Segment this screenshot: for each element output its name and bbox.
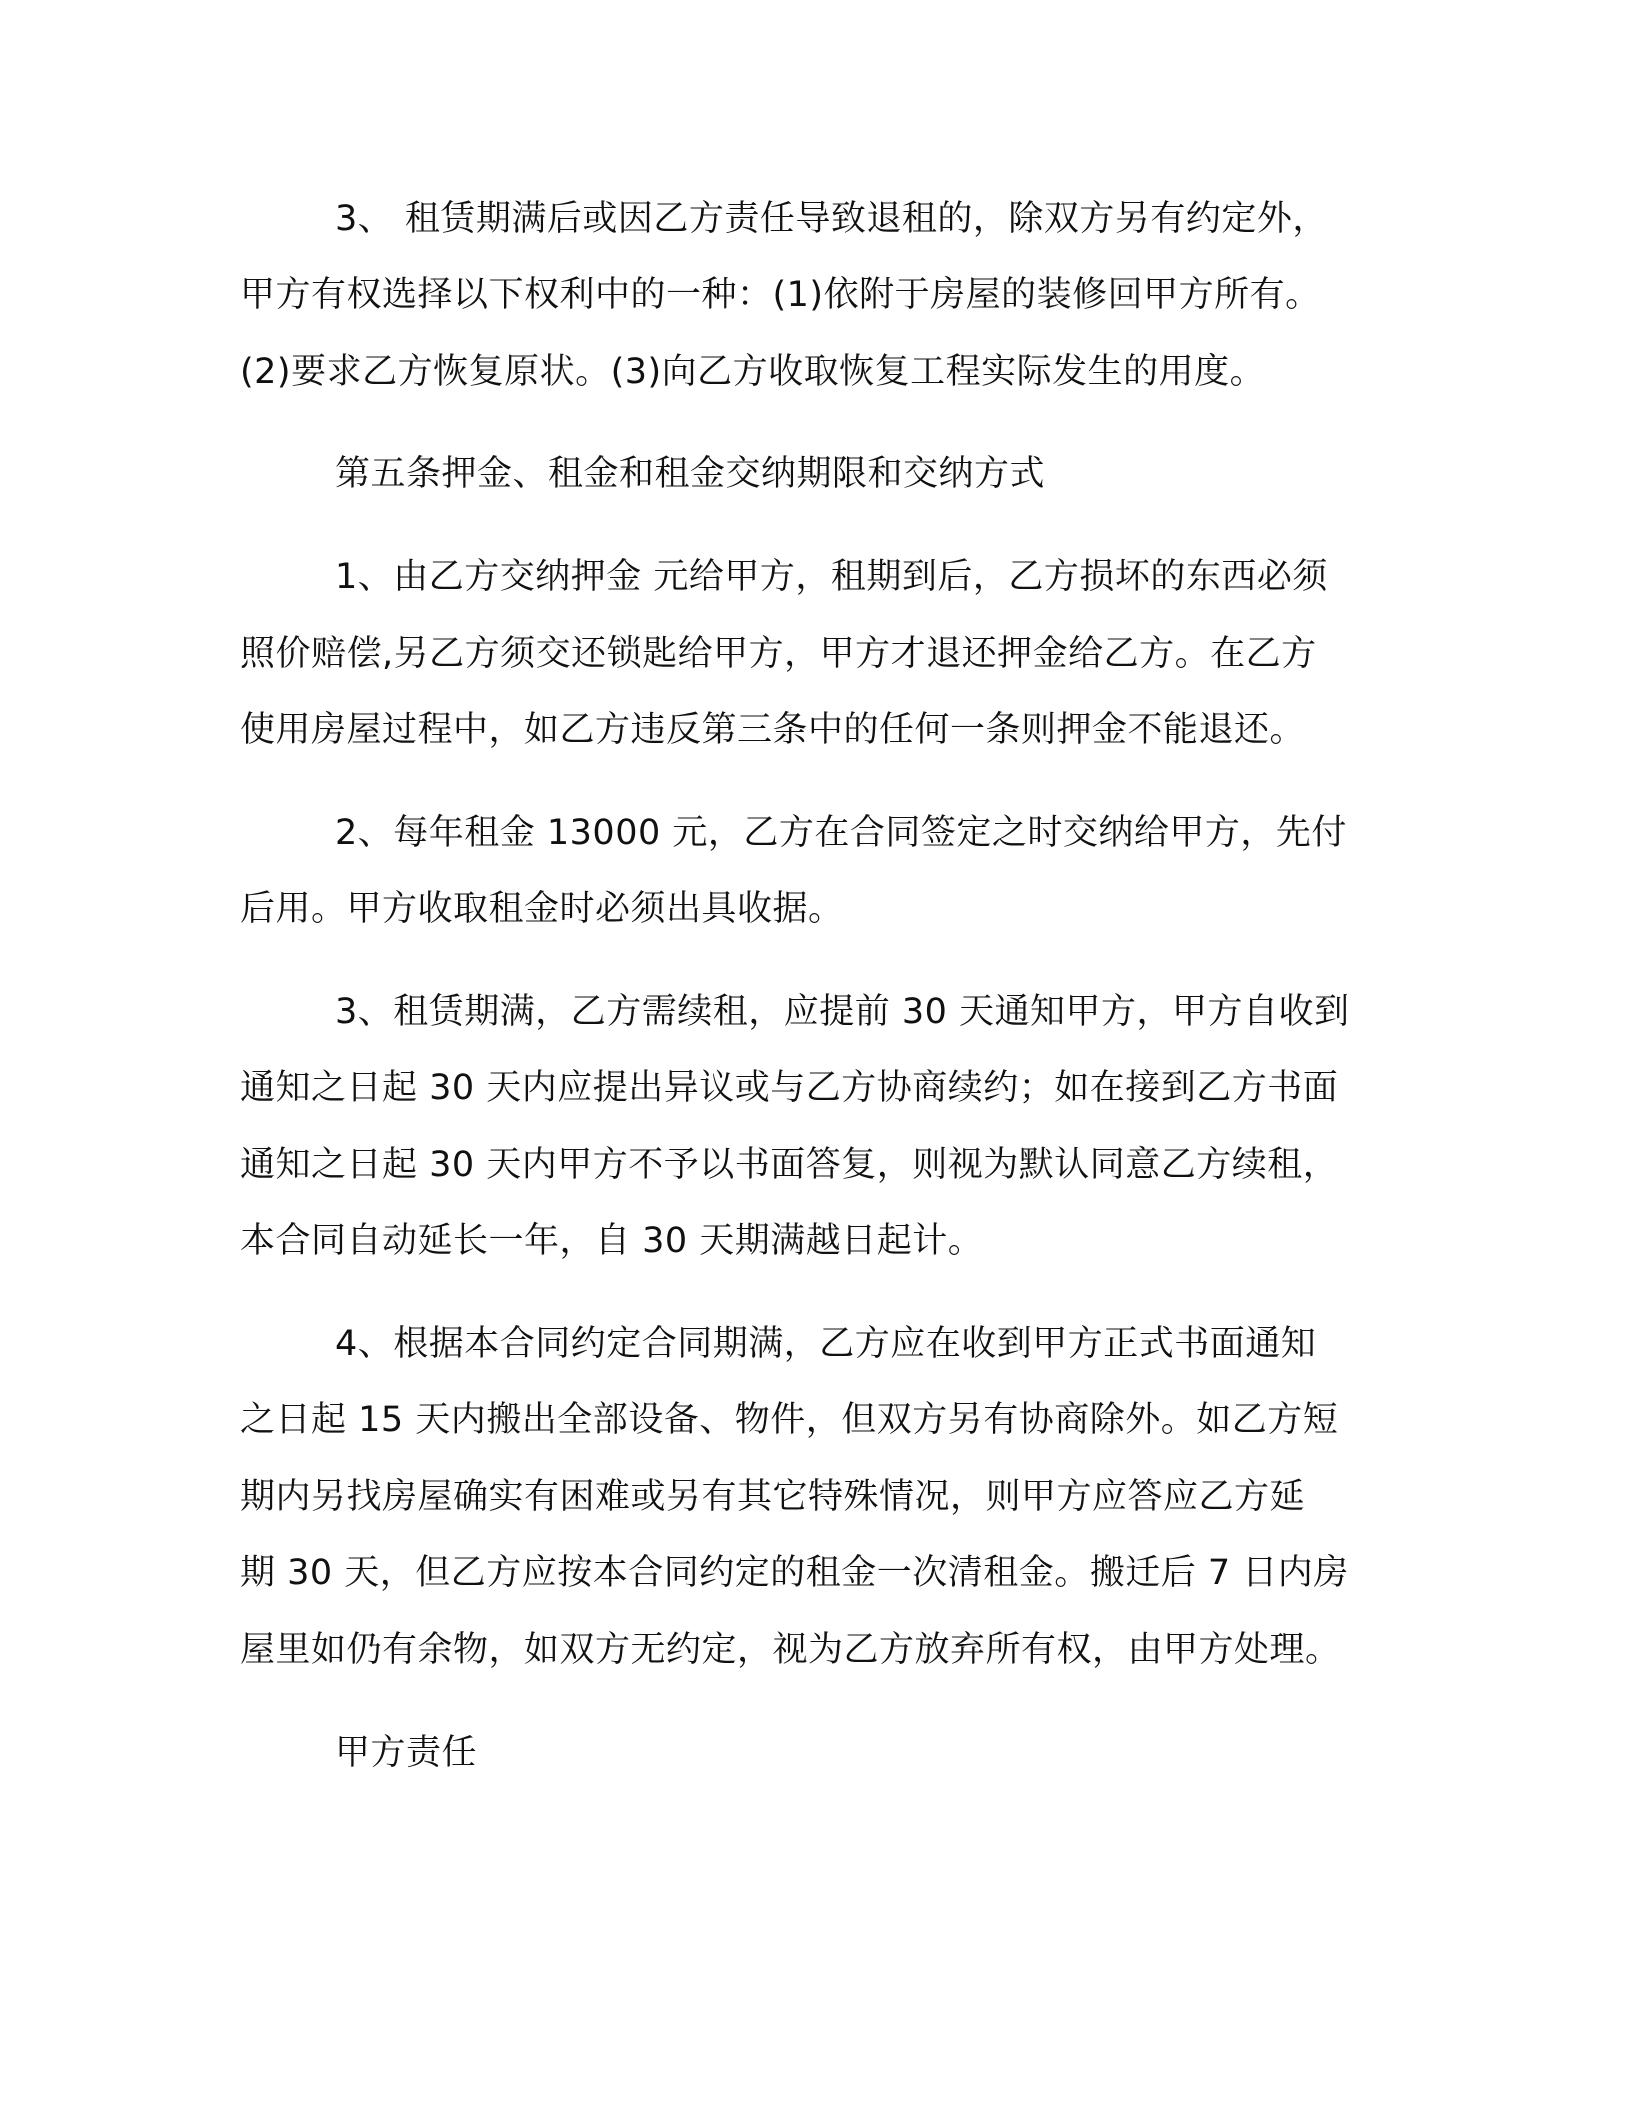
text-line: 甲方有权选择以下权利中的一种：(1)依附于房屋的装修回甲方所有。 xyxy=(240,275,1321,315)
text-line: 通知之日起 30 天内应提出异议或与乙方协商续约；如在接到乙方书面 xyxy=(240,1068,1339,1108)
section-heading: 甲方责任 xyxy=(335,1733,478,1773)
text-line: 3、 租赁期满后或因乙方责任导致退租的，除双方另有约定外， xyxy=(335,199,1328,239)
text-line: 之日起 15 天内搬出全部设备、物件，但双方另有协商除外。如乙方短 xyxy=(240,1400,1339,1440)
text-line: 期 30 天，但乙方应按本合同约定的租金一次清租金。搬迁后 7 日内房 xyxy=(240,1553,1349,1593)
text-line: 通知之日起 30 天内甲方不予以书面答复，则视为默认同意乙方续租， xyxy=(240,1145,1339,1185)
section-heading: 第五条押金、租金和租金交纳期限和交纳方式 xyxy=(335,454,1046,494)
text-line: (2)要求乙方恢复原状。(3)向乙方收取恢复工程实际发生的用度。 xyxy=(240,352,1266,392)
text-line: 照价赔偿,另乙方须交还锁匙给甲方，甲方才退还押金给乙方。在乙方 xyxy=(240,634,1317,674)
text-line: 2、每年租金 13000 元，乙方在合同签定之时交纳给甲方，先付 xyxy=(335,813,1347,853)
text-line: 屋里如仍有余物，如双方无约定，视为乙方放弃所有权，由甲方处理。 xyxy=(240,1630,1341,1670)
text-line: 本合同自动延长一年，自 30 天期满越日起计。 xyxy=(240,1221,984,1261)
text-line: 1、由乙方交纳押金 元给甲方，租期到后，乙方损坏的东西必须 xyxy=(335,557,1328,597)
text-line: 使用房屋过程中，如乙方违反第三条中的任何一条则押金不能退还。 xyxy=(240,710,1306,750)
text-line: 后用。甲方收取租金时必须出具收据。 xyxy=(240,889,844,929)
text-line: 3、租赁期满，乙方需续租，应提前 30 天通知甲方，甲方自收到 xyxy=(335,992,1350,1032)
text-line: 4、根据本合同约定合同期满，乙方应在收到甲方正式书面通知 xyxy=(335,1324,1317,1364)
text-line: 期内另找房屋确实有困难或另有其它特殊情况，则甲方应答应乙方延 xyxy=(240,1477,1306,1517)
